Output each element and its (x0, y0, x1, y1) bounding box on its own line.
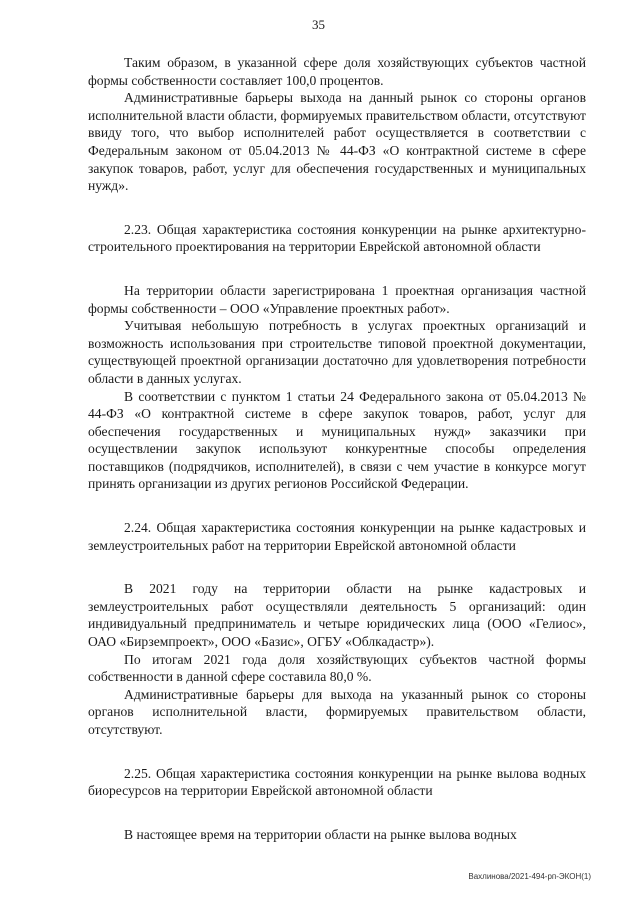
paragraph: В настоящее время на территории области на рынке вылова водных (124, 826, 517, 842)
paragraph: Учитывая небольшую потребность в услугах проектных организаций и возможность использования при строительстве типовой проектной документации, существующей проектной организации достаточно для удовлетворения потребности области в данных услугах. (88, 318, 586, 386)
paragraph: На территории области зарегистрирована 1 проектная организация частной формы собственности – ООО «Управление проектных работ». (88, 282, 586, 316)
section-2-25 (88, 765, 586, 844)
paragraph: В 2021 году на территории области на рынке кадастровых и землеустроительных работ осуществляли деятельность 5 организаций: один индивидуальный предприниматель и четыре юридических лица (ООО «Гелиос», ОАО «Бирземпроект», ООО «Базис», ОГБУ «Облкадастр»). (88, 581, 586, 650)
page-number: 35 (312, 17, 325, 32)
section-heading: 2.24. Общая характеристика состояния конкуренции на рынке кадастровых и землеустроительных работ на территории Еврейской автономной области (88, 520, 586, 553)
paragraph: В соответствии с пунктом 1 статьи 24 Федерального закона от 05.04.2013 № 44-ФЗ «О контрактной системе в сфере закупок товаров, работ, услуг для обеспечения государственных и муниципальных нужд» заказчики при осуществлении закупок используют конкурентные способы определения поставщиков (подрядчиков, исполнителей), в связи с чем участие в конкурсе могут принять организации из других регионов Российской Федерации. (88, 388, 586, 492)
document-code: Вахлинова/2021-494-рп-ЭКОН(1) (468, 872, 591, 881)
section-2-23 (88, 221, 586, 493)
section-2-24 (88, 519, 586, 739)
section-heading: 2.25. Общая характеристика состояния конкуренции на рынке вылова водных биоресурсов на территории Еврейской автономной области (88, 765, 586, 799)
document-body (88, 54, 586, 843)
section-heading: 2.23. Общая характеристика состояния конкуренции на рынке архитектурно-строительного проектирования на территории Еврейской автономной области (88, 221, 586, 255)
paragraph: Таким образом, в указанной сфере доля хозяйствующих субъектов частной формы собственности составляет 100,0 процентов. (88, 55, 586, 88)
paragraph: Административные барьеры для выхода на указанный рынок со стороны органов исполнительной власти, формируемых правительством области, отсутствуют. (88, 686, 586, 737)
paragraph: Административные барьеры выхода на данный рынок со стороны органов исполнительной власти области, формируемых правительством области, отсутствуют ввиду того, что выбор исполнителей работ осуществляется в соответствии с Федеральным законом от 05.04.2013 № 44-ФЗ «О контрактной системе в сфере закупок товаров, работ, услуг для обеспечения государственных и муниципальных нужд». (88, 90, 586, 194)
paragraph: По итогам 2021 года доля хозяйствующих субъектов частной формы собственности в данной сфере составила 80,0 %. (88, 651, 586, 685)
